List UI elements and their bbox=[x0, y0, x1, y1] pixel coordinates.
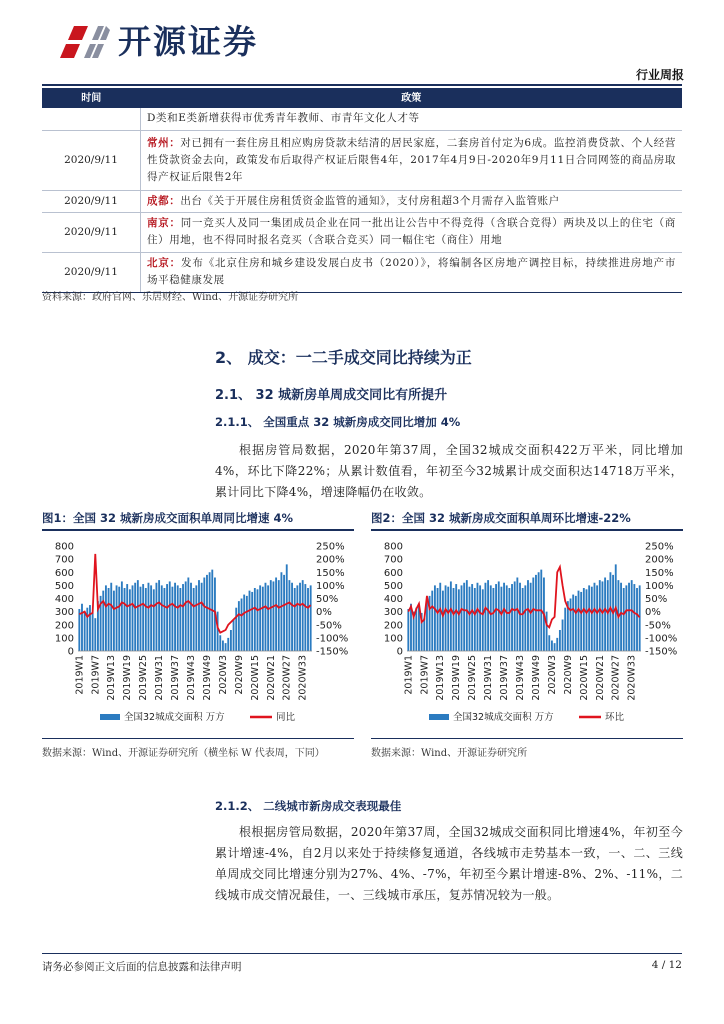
bar bbox=[474, 588, 476, 651]
bar bbox=[121, 581, 123, 651]
right-tick-label: -50% bbox=[645, 620, 671, 632]
x-tick-label: 2019W13 bbox=[435, 655, 447, 701]
figure-title: 图1：全国 32 城新房成交面积单周同比增速 4% bbox=[42, 511, 294, 525]
legend-bar-swatch bbox=[100, 714, 120, 720]
bar bbox=[243, 595, 245, 651]
right-tick-label: 150% bbox=[316, 567, 345, 579]
table-row bbox=[42, 190, 682, 212]
bar bbox=[265, 583, 267, 651]
bar bbox=[492, 588, 494, 651]
x-tick-label: 2020W33 bbox=[297, 655, 309, 701]
bar bbox=[516, 578, 518, 652]
bar bbox=[126, 584, 128, 651]
bar bbox=[233, 620, 235, 652]
x-tick-label: 2019W7 bbox=[419, 655, 431, 695]
bar bbox=[485, 583, 487, 651]
bar bbox=[158, 580, 160, 651]
bar bbox=[254, 588, 256, 651]
bar bbox=[132, 585, 134, 651]
bar bbox=[222, 641, 224, 652]
bar bbox=[270, 580, 272, 651]
bar bbox=[578, 591, 580, 651]
bar bbox=[291, 583, 293, 651]
bar bbox=[437, 588, 439, 651]
bar bbox=[296, 585, 298, 651]
bar bbox=[583, 588, 585, 651]
legend-line-label: 同比 bbox=[276, 712, 296, 723]
right-tick-label: -150% bbox=[316, 646, 349, 658]
bar bbox=[631, 580, 633, 651]
header-rule bbox=[42, 84, 682, 86]
bar bbox=[174, 583, 176, 651]
bar bbox=[310, 585, 312, 651]
row-text: 同一竞买人及同一集团成员企业在同一批出让公告中不得竞得（含联合竞得）两块及以上的住宅（商住）用地，也不得同时报名竞买（含联合竞买）同一幅住宅（商住）用地 bbox=[147, 217, 676, 246]
figure-title: 图2：全国 32 城新房成交面积单周环比增速-22% bbox=[371, 511, 631, 525]
bar bbox=[294, 588, 296, 651]
bar bbox=[471, 584, 473, 651]
bar bbox=[134, 583, 136, 651]
bar bbox=[148, 583, 150, 651]
bar bbox=[575, 596, 577, 651]
bar bbox=[116, 585, 118, 651]
left-tick-label: 300 bbox=[383, 607, 403, 619]
figure-source: 数据来源：Wind、开源证券研究所 bbox=[371, 748, 528, 759]
row-text: D类和E类新增获得市优秀青年教师、市青年文化人才等 bbox=[147, 112, 420, 125]
row-text: 出台《关于开展住房租赁资金监管的通知》，支付房租超3个月需存入监管账户 bbox=[180, 194, 560, 207]
bar bbox=[554, 643, 556, 651]
left-tick-label: 500 bbox=[54, 580, 74, 592]
bar bbox=[92, 613, 94, 651]
bar bbox=[299, 583, 301, 651]
bar bbox=[193, 588, 195, 651]
right-tick-label: 0% bbox=[645, 607, 661, 619]
bar bbox=[259, 585, 261, 651]
bar bbox=[78, 609, 80, 651]
bar bbox=[415, 608, 417, 651]
bar bbox=[110, 583, 112, 651]
bar bbox=[636, 588, 638, 651]
bar bbox=[535, 575, 537, 651]
bar bbox=[498, 581, 500, 651]
left-tick-label: 200 bbox=[383, 620, 403, 632]
bar bbox=[230, 630, 232, 651]
bar bbox=[511, 584, 513, 651]
row-policy bbox=[141, 252, 683, 292]
bar bbox=[532, 578, 534, 652]
row-city: 南京： bbox=[147, 217, 181, 229]
bar bbox=[286, 564, 288, 651]
bar bbox=[447, 587, 449, 651]
col-header-date: 时间 bbox=[42, 88, 141, 108]
x-tick-label: 2020W21 bbox=[265, 655, 277, 701]
left-tick-label: 300 bbox=[54, 607, 74, 619]
bar bbox=[302, 580, 304, 651]
bar bbox=[203, 578, 205, 652]
bar bbox=[407, 609, 409, 651]
bar bbox=[241, 599, 243, 652]
bar bbox=[455, 584, 457, 651]
figure-source: 数据来源：Wind、开源证券研究所（横坐标 W 代表周，下同） bbox=[42, 748, 325, 759]
row-city: 常州： bbox=[147, 136, 181, 149]
legend-bar-label: 全国32城成交面积 万方 bbox=[124, 712, 225, 723]
bar bbox=[217, 612, 219, 651]
bar bbox=[572, 595, 574, 651]
bar bbox=[458, 589, 460, 651]
bar bbox=[246, 596, 248, 651]
row-policy bbox=[141, 212, 683, 252]
bar bbox=[594, 583, 596, 651]
report-type: 行业周报 bbox=[635, 68, 684, 82]
row-date: 2020/9/11 bbox=[42, 130, 141, 190]
bar bbox=[514, 581, 516, 651]
row-date: 2020/9/11 bbox=[42, 212, 141, 252]
bar bbox=[461, 585, 463, 651]
bar bbox=[235, 608, 237, 651]
bar bbox=[546, 612, 548, 651]
x-tick-label: 2020W3 bbox=[217, 655, 229, 695]
bar bbox=[163, 588, 165, 651]
right-tick-label: -150% bbox=[645, 646, 678, 658]
bar bbox=[185, 581, 187, 651]
bar bbox=[551, 641, 553, 652]
bar bbox=[145, 588, 147, 651]
bar bbox=[469, 587, 471, 651]
bar bbox=[84, 612, 86, 651]
left-tick-label: 100 bbox=[54, 633, 74, 645]
x-tick-label: 2019W31 bbox=[154, 655, 166, 701]
right-tick-label: 100% bbox=[316, 580, 345, 592]
bar bbox=[129, 589, 131, 651]
x-tick-label: 2019W19 bbox=[122, 655, 134, 701]
bar bbox=[190, 583, 192, 651]
bar bbox=[153, 589, 155, 651]
bar bbox=[596, 585, 598, 651]
subsubsection-heading: 2.1.2、 二线城市新房成交表现最佳 bbox=[215, 799, 402, 813]
bar bbox=[530, 583, 532, 651]
bar bbox=[81, 604, 83, 651]
x-tick-label: 2020W9 bbox=[233, 655, 245, 695]
bar bbox=[591, 587, 593, 651]
x-tick-label: 2019W49 bbox=[531, 655, 542, 701]
right-tick-label: 200% bbox=[316, 554, 345, 566]
bar bbox=[179, 588, 181, 651]
bar bbox=[89, 605, 91, 651]
right-tick-label: 150% bbox=[645, 567, 674, 579]
row-text: 发布《北京住房和城乡建设发展白皮书（2020）》，将编制各区房地产调控目标，持续推进房地产市场平稳健康发展 bbox=[147, 257, 676, 286]
bar bbox=[434, 585, 436, 651]
bar bbox=[548, 635, 550, 651]
table-row bbox=[42, 252, 682, 292]
bar bbox=[275, 578, 277, 652]
bar bbox=[559, 630, 561, 651]
bar bbox=[506, 585, 508, 651]
bar bbox=[169, 581, 171, 651]
figure-bottom-rule bbox=[371, 738, 683, 739]
bar bbox=[113, 591, 115, 651]
row-policy bbox=[141, 190, 683, 212]
bar bbox=[307, 588, 309, 651]
bar bbox=[556, 638, 558, 651]
right-tick-label: -100% bbox=[316, 633, 349, 645]
bar bbox=[278, 580, 280, 651]
bar bbox=[445, 585, 447, 651]
table-source: 资料来源：政府官网、乐居财经、Wind、开源证券研究所 bbox=[42, 292, 299, 303]
section-heading: 2、 成交：一二手成交同比持续为正 bbox=[215, 348, 472, 367]
x-tick-label: 2020W21 bbox=[594, 655, 606, 701]
bar bbox=[633, 584, 635, 651]
bar bbox=[288, 580, 290, 651]
x-tick-label: 2019W25 bbox=[467, 655, 479, 701]
left-tick-label: 800 bbox=[383, 541, 403, 553]
bar bbox=[249, 591, 251, 651]
bar bbox=[227, 638, 229, 651]
x-tick-label: 2019W7 bbox=[90, 655, 102, 695]
left-tick-label: 400 bbox=[383, 594, 403, 605]
bar bbox=[273, 581, 275, 651]
bar bbox=[500, 587, 502, 651]
row-text: 对已拥有一套住房且相应购房贷款未结清的居民家庭，二套房首付定为6成。监控消费贷款、个人经营性贷款资金去向，政策发布后取得产权证后限售4年，2017年4月9日-2020年9月11日合同网签的商品房取得产权证后限售2年 bbox=[147, 136, 676, 183]
bar bbox=[187, 578, 189, 652]
bar bbox=[156, 583, 158, 651]
footer-rule bbox=[42, 953, 682, 954]
bar bbox=[602, 581, 604, 651]
bar bbox=[586, 589, 588, 651]
bar bbox=[142, 584, 144, 651]
bar bbox=[105, 585, 107, 651]
bar bbox=[198, 580, 200, 651]
x-tick-label: 2019W43 bbox=[186, 655, 197, 701]
bar bbox=[479, 585, 481, 651]
figure-bottom-rule bbox=[42, 738, 354, 739]
bar bbox=[639, 585, 641, 651]
figure-rule bbox=[371, 529, 683, 531]
bar bbox=[607, 580, 609, 651]
x-tick-label: 2020W27 bbox=[610, 655, 622, 701]
footer-disclaimer: 请务必参阅正文后面的信息披露和法律声明 bbox=[42, 961, 242, 973]
bar bbox=[206, 575, 208, 651]
bar bbox=[562, 620, 564, 652]
bar bbox=[466, 580, 468, 651]
col-header-policy: 政策 bbox=[141, 88, 683, 108]
x-tick-label: 2020W33 bbox=[626, 655, 638, 701]
bar bbox=[124, 588, 126, 651]
bar bbox=[588, 585, 590, 651]
bar bbox=[195, 585, 197, 651]
right-tick-label: 0% bbox=[316, 607, 332, 619]
bar bbox=[166, 584, 168, 651]
bar bbox=[527, 580, 529, 651]
bar bbox=[439, 583, 441, 651]
x-tick-label: 2019W25 bbox=[138, 655, 150, 701]
row-city: 成都： bbox=[147, 194, 181, 207]
company-name: 开源证券 bbox=[118, 22, 258, 61]
bar bbox=[453, 588, 455, 651]
table-row bbox=[42, 130, 682, 190]
bar bbox=[495, 584, 497, 651]
bar bbox=[538, 572, 540, 651]
body-paragraph: 根据房管局数据，2020年第37周，全国32城成交面积422万平米，同比增加4%，环比下降22%；从累计数值看，年初至今32城累计成交面积达14718万平米，累计同比下降4%，增速降幅仍在收敛。 bbox=[215, 443, 683, 499]
left-tick-label: 600 bbox=[383, 567, 403, 579]
left-tick-label: 700 bbox=[54, 554, 74, 566]
right-tick-label: 100% bbox=[645, 580, 674, 592]
left-tick-label: 700 bbox=[383, 554, 403, 566]
table-row bbox=[42, 108, 682, 130]
bar bbox=[304, 584, 306, 651]
bar bbox=[490, 585, 492, 651]
left-tick-label: 0 bbox=[67, 646, 74, 658]
bar bbox=[238, 601, 240, 651]
bar bbox=[225, 643, 227, 651]
figure-rule bbox=[42, 529, 354, 531]
bar bbox=[150, 585, 152, 651]
chart-mom bbox=[371, 534, 683, 730]
row-policy bbox=[141, 108, 683, 130]
x-tick-label: 2019W37 bbox=[170, 655, 182, 701]
bar bbox=[604, 578, 606, 652]
bar bbox=[620, 583, 622, 651]
subsubsection-heading: 2.1.1、 全国重点 32 城新房成交同比增加 4% bbox=[215, 415, 461, 429]
subsection-heading: 2.1、 32 城新房单周成交同比有所提升 bbox=[215, 388, 448, 403]
bar bbox=[209, 572, 211, 651]
table-row bbox=[42, 212, 682, 252]
bar bbox=[508, 588, 510, 651]
row-date bbox=[42, 108, 141, 130]
x-tick-label: 2020W3 bbox=[546, 655, 558, 695]
right-tick-label: 250% bbox=[316, 541, 345, 553]
bar bbox=[219, 635, 221, 651]
bar bbox=[140, 587, 142, 651]
bar bbox=[267, 585, 269, 651]
x-tick-label: 2019W13 bbox=[106, 655, 118, 701]
bar bbox=[599, 580, 601, 651]
x-tick-label: 2020W15 bbox=[578, 655, 590, 701]
bar bbox=[482, 589, 484, 651]
bar bbox=[442, 591, 444, 651]
x-tick-label: 2019W1 bbox=[74, 655, 86, 695]
left-tick-label: 0 bbox=[396, 646, 403, 658]
bar bbox=[94, 618, 96, 651]
right-tick-label: 250% bbox=[645, 541, 674, 553]
bar bbox=[519, 583, 521, 651]
bar bbox=[580, 592, 582, 651]
bar bbox=[463, 583, 465, 651]
page-number: 4 / 12 bbox=[651, 959, 682, 971]
body-paragraph: 根根据房管局数据，2020年第37周，全国32城成交面积同比增速4%，年初至今累计增速-4%，自2月以来处于持续修复通道，各线城市走势基本一致，一、二、三线单周成交同比增速分别为27%、4%、-7%，年初至今累计增速-8%、2%、-11%，二线城市成交情况最佳，一、三线城市承压，复苏情况较为一般。 bbox=[215, 825, 683, 902]
left-tick-label: 800 bbox=[54, 541, 74, 553]
bar bbox=[524, 585, 526, 651]
bar bbox=[503, 583, 505, 651]
legend-bar-label: 全国32城成交面积 万方 bbox=[453, 712, 554, 723]
bar bbox=[251, 592, 253, 651]
x-tick-label: 2019W37 bbox=[499, 655, 511, 701]
bar bbox=[564, 608, 566, 651]
bar bbox=[283, 575, 285, 651]
right-tick-label: -100% bbox=[645, 633, 678, 645]
right-tick-label: 200% bbox=[645, 554, 674, 566]
row-date: 2020/9/11 bbox=[42, 252, 141, 292]
x-tick-label: 2020W9 bbox=[562, 655, 574, 695]
bar bbox=[609, 572, 611, 651]
bar bbox=[137, 580, 139, 651]
x-tick-label: 2019W49 bbox=[202, 655, 213, 701]
bar bbox=[431, 591, 433, 651]
bar bbox=[182, 584, 184, 651]
bar bbox=[628, 583, 630, 651]
right-tick-label: 50% bbox=[645, 594, 668, 605]
left-tick-label: 600 bbox=[54, 567, 74, 579]
legend-bar-swatch bbox=[429, 714, 449, 720]
left-tick-label: 100 bbox=[383, 633, 403, 645]
right-tick-label: 50% bbox=[316, 594, 339, 605]
bar bbox=[177, 585, 179, 651]
right-tick-label: -50% bbox=[316, 620, 342, 632]
x-tick-label: 2019W31 bbox=[483, 655, 495, 701]
policy-table bbox=[42, 88, 682, 293]
bar bbox=[161, 585, 163, 651]
left-tick-label: 400 bbox=[54, 594, 74, 605]
legend-line-label: 环比 bbox=[605, 712, 625, 723]
x-tick-label: 2019W19 bbox=[451, 655, 463, 701]
bar bbox=[257, 589, 259, 651]
row-policy bbox=[141, 130, 683, 190]
bar bbox=[280, 572, 282, 651]
row-date: 2020/9/11 bbox=[42, 190, 141, 212]
x-tick-label: 2019W1 bbox=[403, 655, 415, 695]
bar bbox=[623, 588, 625, 651]
bar bbox=[570, 599, 572, 652]
bar bbox=[487, 580, 489, 651]
bar bbox=[423, 618, 425, 651]
chart-yoy bbox=[42, 534, 354, 730]
left-tick-label: 500 bbox=[383, 580, 403, 592]
bar bbox=[108, 588, 110, 651]
bar bbox=[262, 587, 264, 651]
x-tick-label: 2019W43 bbox=[515, 655, 526, 701]
bar bbox=[201, 583, 203, 651]
bar bbox=[477, 583, 479, 651]
x-tick-label: 2020W15 bbox=[249, 655, 261, 701]
bar bbox=[450, 581, 452, 651]
bar bbox=[522, 588, 524, 651]
bar bbox=[102, 591, 104, 651]
row-city: 北京： bbox=[147, 257, 182, 269]
x-tick-label: 2020W27 bbox=[281, 655, 293, 701]
company-logo-icon bbox=[58, 18, 110, 62]
left-tick-label: 200 bbox=[54, 620, 74, 632]
bar bbox=[171, 587, 173, 651]
bar bbox=[625, 585, 627, 651]
bar bbox=[118, 587, 120, 651]
